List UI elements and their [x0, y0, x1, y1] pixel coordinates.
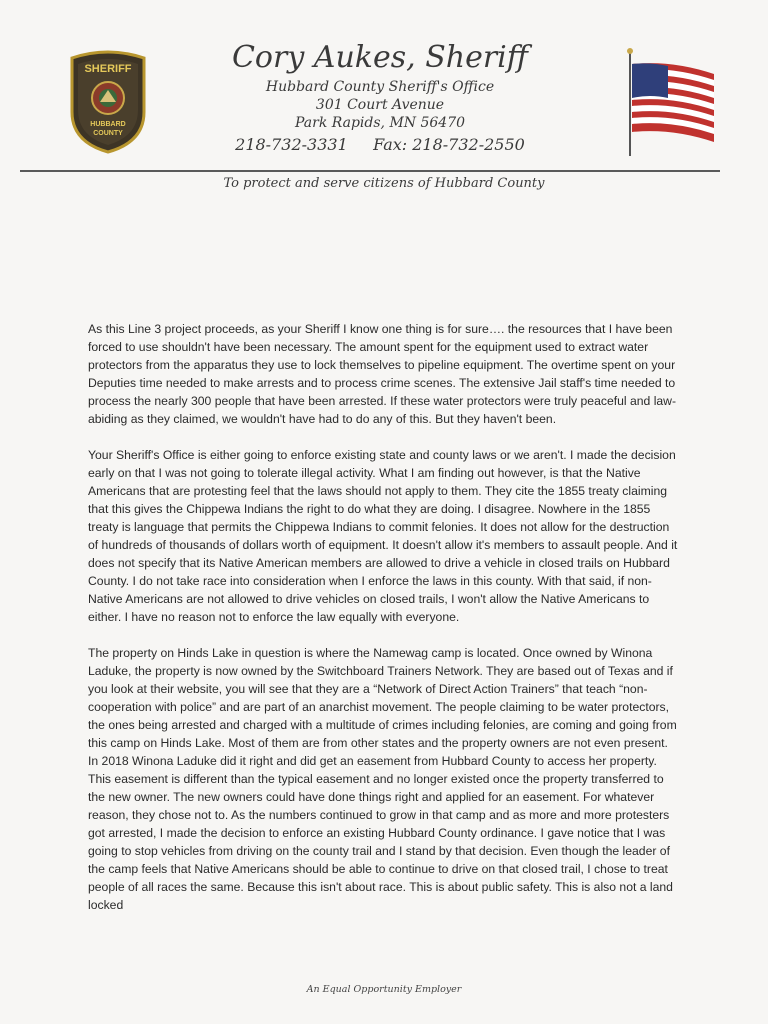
- paragraph-1: As this Line 3 project proceeds, as your Sheriff I know one thing is for sure…. the resources that I have been forced to use shouldn't have been necessary. The amount spent for the equipment used to extract water protectors from the apparatus they use to lock themselves to pipeline equipment. The overtime spent on your Deputies time needed to make arrests and to process crime scenes. The extensive Jail staff's time needed to process the nearly 300 people that have been arrested. If these water protectors were truly peaceful and law-abiding as they claimed, we wouldn't have had to do any of this. But they haven't been.: [88, 322, 677, 426]
- street-address: 301 Court Avenue: [315, 97, 445, 113]
- city-address: Park Rapids, MN 56470: [294, 115, 466, 131]
- letterhead-divider: [20, 170, 720, 172]
- letterhead-text: [200, 38, 560, 156]
- letterhead: [0, 0, 768, 200]
- paragraph-2: Your Sheriff's Office is either going to enforce existing state and county laws or we aren't. I made the decision early on that I was not going to tolerate illegal activity. What I am finding out however, is that the Native Americans that are protesting feel that the laws should not apply to them. They cite the 1855 treaty claiming that this gives the Chippewa Indians the right to do what they are doing. I disagree. Nowhere in the 1855 treaty is language that permits the Chippewa Indians to commit felonies. It does not allow for the destruction of hundreds of thousands of dollars worth of equipment. It doesn't allow it's members to assault people. And it does not specify that its Native American members are allowed to drive a vehicle in closed trails on Hubbard County. I do not take race into consideration when I enforce the laws in this county. With that said, if non-Native Americans are not allowed to drive vehicles on closed trails, I won't allow the Native Americans to either. I have no reason not to enforce the law equally with everyone.: [88, 448, 678, 624]
- letter-body: [88, 320, 680, 932]
- badge-bottom-text-1: HUBBARD: [90, 121, 126, 128]
- office-name: Hubbard County Sheriff's Office: [265, 79, 495, 95]
- sheriff-badge-icon: [66, 50, 150, 154]
- badge-bottom-text-2: COUNTY: [93, 130, 123, 137]
- badge-top-text: SHERIFF: [84, 63, 132, 75]
- footer-employer-note: An Equal Opportunity Employer: [306, 984, 462, 995]
- paragraph-3: The property on Hinds Lake in question is where the Namewag camp is located. Once owned by Winona Laduke, the property is now owned by the Switchboard Trainers Network. They are based out of Texas and if you look at their website, you will see that they are a “Network of Direct Action Trainers” that teach “non-cooperation with police” and are part of an anarchist movement. The people claiming to be water protectors, the ones being arrested and charged with a multitude of crimes including felonies, are coming and going from this camp on Hinds Lake. Most of them are from other states and the property owners are not even present. In 2018 Winona Laduke did it right and did get an easement from Hubbard County to access her property. This easement is different than the typical easement and no longer existed once the property transferred to the new owner. The new owners could have done things right and applied for an easement. For whatever reason, they chose not to. As the numbers continued to grow in that camp and as more and more protesters got arrested, I made the decision to enforce an existing Hubbard County ordinance. I gave notice that I was going to stop vehicles from driving on the county trail and I stand by that decision. Even though the leader of the camp feels that Native Americans should be able to continue to drive on that closed trail, I chose to treat people of all races the same. Because this isn't about race. This is about public safety. This is also not a land locked: [88, 646, 677, 912]
- phone-fax: 218-732-3331 Fax: 218-732-2550: [235, 135, 525, 154]
- motto: To protect and serve citizens of Hubbard County: [223, 176, 545, 191]
- american-flag-icon: [622, 44, 718, 162]
- sheriff-name: Cory Aukes, Sheriff: [231, 40, 529, 75]
